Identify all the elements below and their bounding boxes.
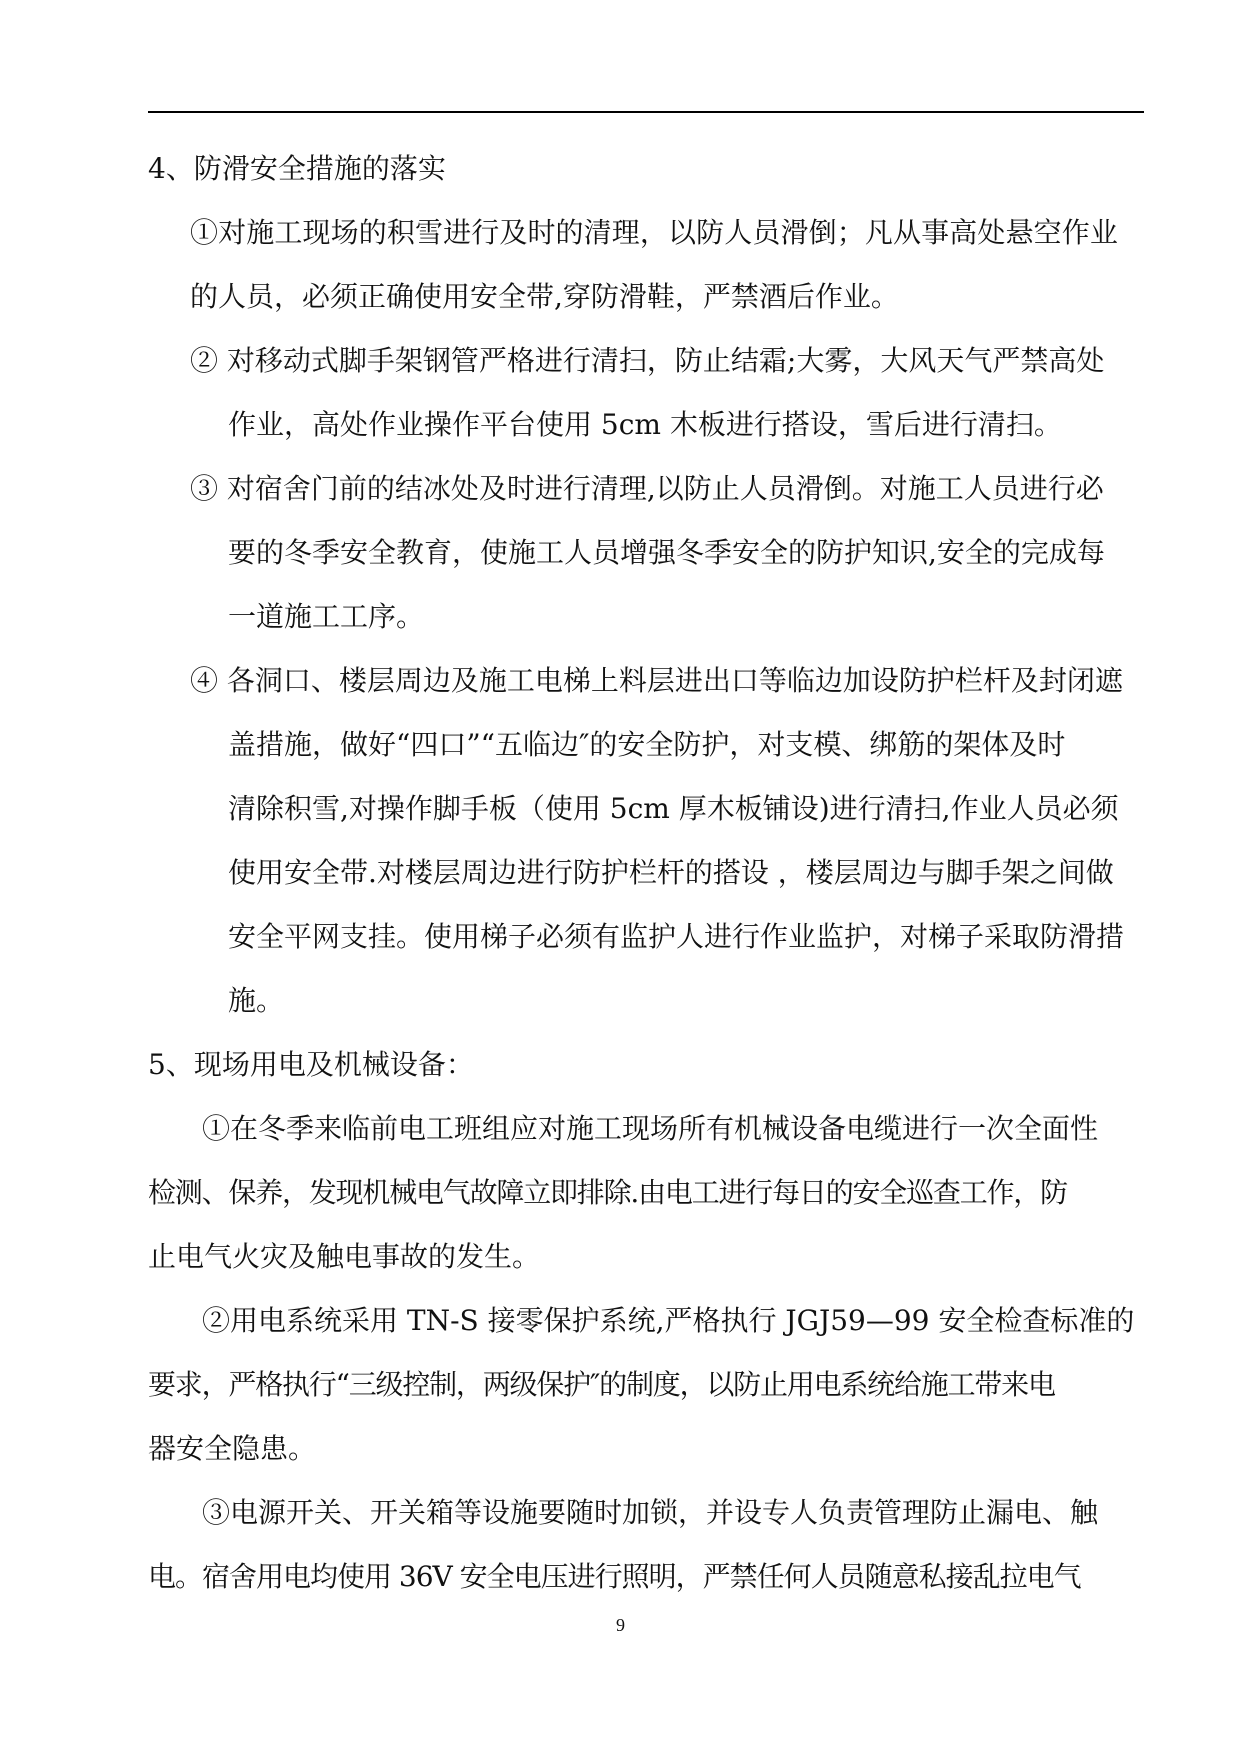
paragraph-line: 清除积雪,对操作脚手板（使用 5cm 厚木板铺设)进行清扫,作业人员必须	[228, 792, 1119, 825]
paragraph-line: 要求，严格执行“三级控制，两级保护″的制度，以防止用电系统给施工带来电	[148, 1368, 1055, 1401]
paragraph-line: 要的冬季安全教育，使施工人员增强冬季安全的防护知识,安全的完成每	[228, 536, 1105, 569]
page-number: 9	[616, 1615, 625, 1635]
paragraph-line: 作业，高处作业操作平台使用 5cm 木板进行搭设，雪后进行清扫。	[228, 408, 1062, 441]
paragraph-line: 盖措施，做好“四口”“五临边″的安全防护，对支模、绑筋的架体及时	[228, 728, 1066, 761]
section-heading-5: 5、现场用电及机械设备：	[148, 1048, 474, 1081]
paragraph-line: ①在冬季来临前电工班组应对施工现场所有机械设备电缆进行一次全面性	[202, 1112, 1099, 1145]
paragraph-line: ④ 各洞口、楼层周边及施工电梯上料层进出口等临边加设防护栏杆及封闭遮	[190, 664, 1123, 697]
paragraph-line: ②用电系统采用 TN-S 接零保护系统,严格执行 JGJ59—99 安全检查标准的	[202, 1304, 1135, 1337]
paragraph-line: ③电源开关、开关箱等设施要随时加锁，并设专人负责管理防止漏电、触	[202, 1496, 1099, 1529]
paragraph-line: ③ 对宿舍门前的结冰处及时进行清理,以防止人员滑倒。对施工人员进行必	[190, 472, 1104, 505]
paragraph-line: 一道施工工序。	[228, 600, 425, 633]
paragraph-line: 施。	[228, 984, 285, 1017]
paragraph-line: 止电气火灾及触电事故的发生。	[148, 1240, 541, 1273]
paragraph-line: 使用安全带.对楼层周边进行防护栏杆的搭设 ，楼层周边与脚手架之间做	[228, 856, 1114, 889]
paragraph-line: 安全平网支挂。使用梯子必须有监护人进行作业监护，对梯子采取防滑措	[228, 920, 1125, 953]
paragraph-line: 的人员，必须正确使用安全带,穿防滑鞋，严禁酒后作业。	[190, 280, 899, 313]
paragraph-line: 器安全隐患。	[148, 1432, 317, 1465]
paragraph-line: 电。宿舍用电均使用 36V 安全电压进行照明，严禁任何人员随意私接乱拉电气	[148, 1560, 1081, 1593]
paragraph-line: ①对施工现场的积雪进行及时的清理，以防人员滑倒；凡从事高处悬空作业	[190, 216, 1118, 249]
paragraph-line: 检测、保养，发现机械电气故障立即排除.由电工进行每日的安全巡查工作，防	[148, 1176, 1067, 1209]
section-heading-4: 4、防滑安全措施的落实	[148, 152, 446, 185]
paragraph-line: ② 对移动式脚手架钢管严格进行清扫，防止结霜;大雾，大风天气严禁高处	[190, 344, 1105, 377]
